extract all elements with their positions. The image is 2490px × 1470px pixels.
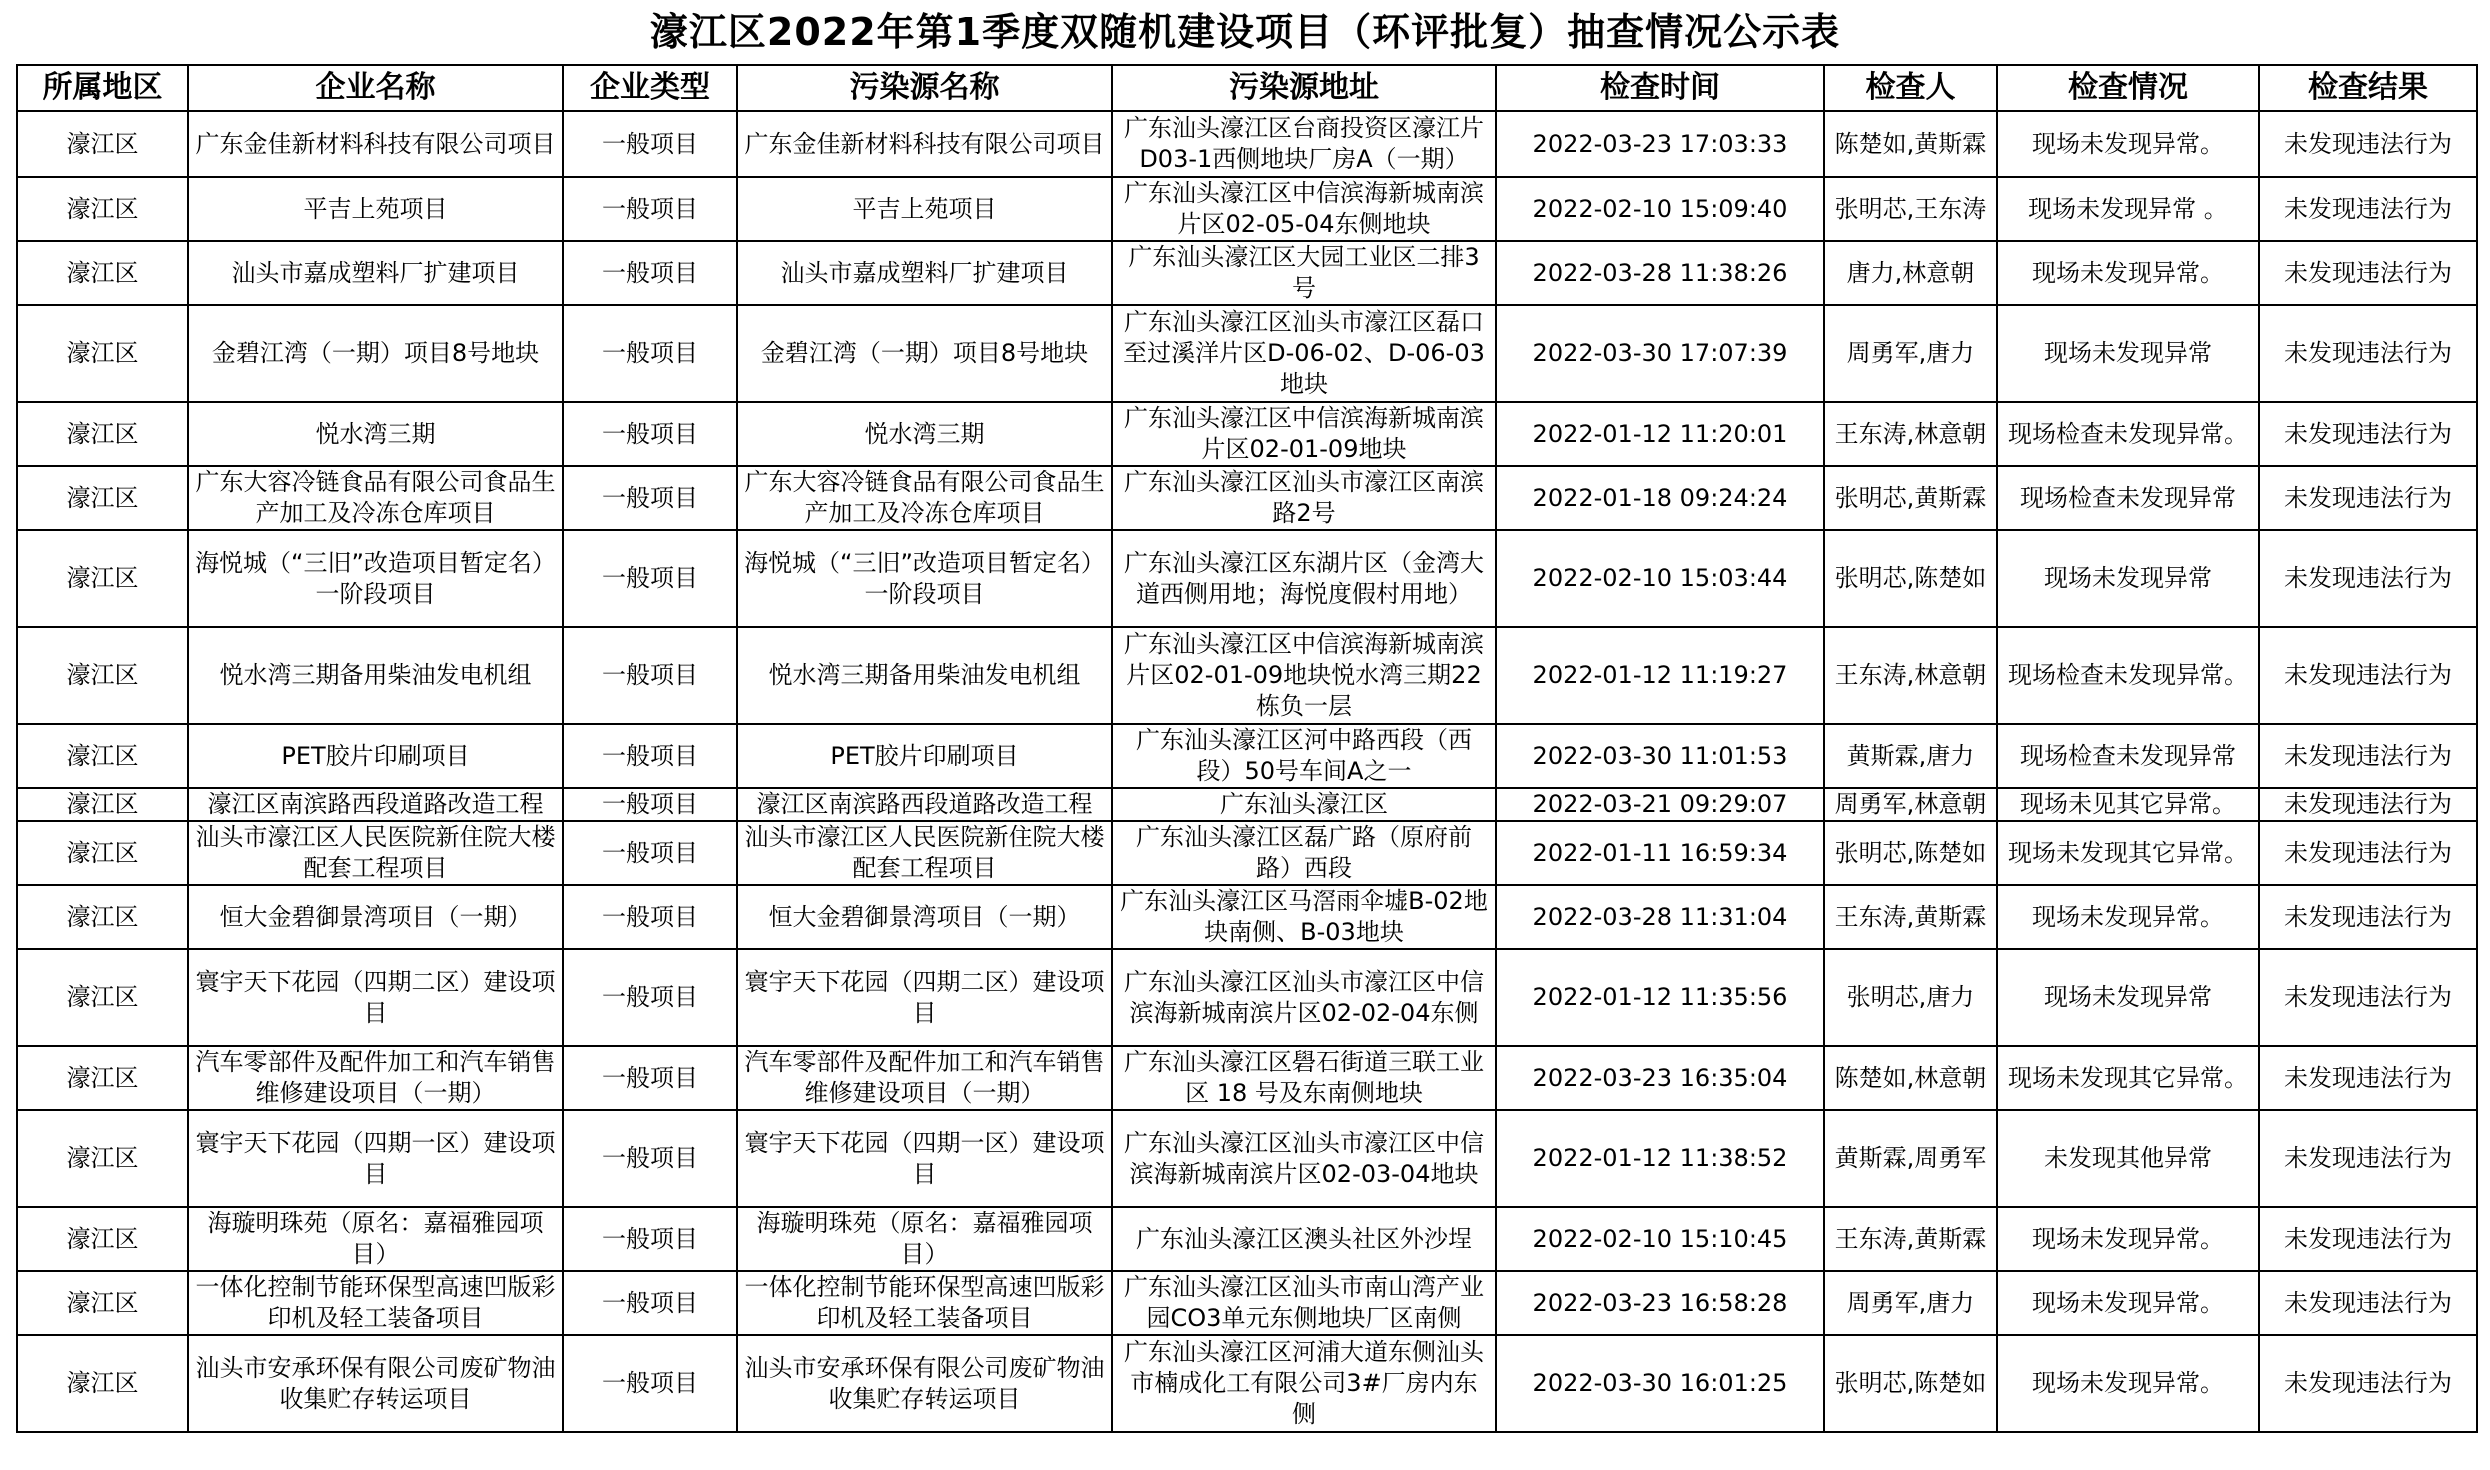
cell-time: 2022-01-12 11:38:52 — [1496, 1110, 1824, 1207]
cell-time: 2022-03-23 16:58:28 — [1496, 1271, 1824, 1335]
cell-situation: 现场未发现其它异常。 — [1997, 1046, 2259, 1110]
table-row — [17, 949, 2477, 1046]
cell-situation: 现场未发现异常。 — [1997, 241, 2259, 305]
table-row — [17, 466, 2477, 530]
cell-situation: 现场未发现异常 — [1997, 949, 2259, 1046]
cell-address: 广东汕头濠江区中信滨海新城南滨片区02-01-09地块 — [1112, 402, 1496, 466]
cell-type: 一般项目 — [563, 530, 737, 627]
cell-company: 悦水湾三期备用柴油发电机组 — [188, 627, 563, 724]
cell-inspector: 张明芯,陈楚如 — [1824, 1335, 1997, 1432]
cell-time: 2022-03-28 11:31:04 — [1496, 885, 1824, 949]
cell-result: 未发现违法行为 — [2259, 1207, 2477, 1271]
cell-situation: 现场未发现其它异常。 — [1997, 821, 2259, 885]
cell-time: 2022-03-23 16:35:04 — [1496, 1046, 1824, 1110]
cell-situation: 现场未发现异常。 — [1997, 1207, 2259, 1271]
header-result: 检查结果 — [2259, 65, 2477, 111]
cell-inspector: 王东涛,林意朝 — [1824, 627, 1997, 724]
cell-result: 未发现违法行为 — [2259, 466, 2477, 530]
cell-company: 汕头市嘉成塑料厂扩建项目 — [188, 241, 563, 305]
cell-region: 濠江区 — [17, 821, 188, 885]
cell-company: 广东金佳新材料科技有限公司项目 — [188, 111, 563, 177]
cell-region: 濠江区 — [17, 111, 188, 177]
header-time: 检查时间 — [1496, 65, 1824, 111]
cell-type: 一般项目 — [563, 1110, 737, 1207]
cell-source: 汕头市安承环保有限公司废矿物油收集贮存转运项目 — [737, 1335, 1112, 1432]
cell-inspector: 张明芯,唐力 — [1824, 949, 1997, 1046]
table-row — [17, 305, 2477, 402]
header-region: 所属地区 — [17, 65, 188, 111]
cell-source: 悦水湾三期 — [737, 402, 1112, 466]
table-row — [17, 1207, 2477, 1271]
cell-type: 一般项目 — [563, 305, 737, 402]
cell-region: 濠江区 — [17, 305, 188, 402]
header-type: 企业类型 — [563, 65, 737, 111]
cell-address: 广东汕头濠江区汕头市濠江区南滨路2号 — [1112, 466, 1496, 530]
cell-source: 寰宇天下花园（四期二区）建设项目 — [737, 949, 1112, 1046]
cell-address: 广东汕头濠江区马滘雨伞墟B-02地块南侧、B-03地块 — [1112, 885, 1496, 949]
cell-address: 广东汕头濠江区河浦大道东侧汕头市楠成化工有限公司3#厂房内东侧 — [1112, 1335, 1496, 1432]
cell-result: 未发现违法行为 — [2259, 1335, 2477, 1432]
cell-result: 未发现违法行为 — [2259, 821, 2477, 885]
cell-time: 2022-03-30 17:07:39 — [1496, 305, 1824, 402]
inspection-table — [16, 64, 2478, 1433]
cell-time: 2022-01-18 09:24:24 — [1496, 466, 1824, 530]
cell-result: 未发现违法行为 — [2259, 724, 2477, 788]
header-situation: 检查情况 — [1997, 65, 2259, 111]
cell-region: 濠江区 — [17, 1110, 188, 1207]
cell-inspector: 陈楚如,林意朝 — [1824, 1046, 1997, 1110]
cell-inspector: 张明芯,王东涛 — [1824, 177, 1997, 241]
cell-time: 2022-03-23 17:03:33 — [1496, 111, 1824, 177]
cell-type: 一般项目 — [563, 1271, 737, 1335]
cell-source: 汕头市嘉成塑料厂扩建项目 — [737, 241, 1112, 305]
cell-situation: 现场未发现异常。 — [1997, 1335, 2259, 1432]
cell-address: 广东汕头濠江区中信滨海新城南滨片区02-05-04东侧地块 — [1112, 177, 1496, 241]
cell-region: 濠江区 — [17, 1335, 188, 1432]
cell-company: 濠江区南滨路西段道路改造工程 — [188, 788, 563, 821]
cell-type: 一般项目 — [563, 1335, 737, 1432]
cell-time: 2022-03-28 11:38:26 — [1496, 241, 1824, 305]
cell-time: 2022-01-12 11:20:01 — [1496, 402, 1824, 466]
table-row — [17, 1271, 2477, 1335]
table-row — [17, 1335, 2477, 1432]
cell-result: 未发现违法行为 — [2259, 627, 2477, 724]
cell-address: 广东汕头濠江区汕头市濠江区中信滨海新城南滨片区02-02-04东侧 — [1112, 949, 1496, 1046]
cell-company: 海悦城（“三旧”改造项目暂定名）一阶段项目 — [188, 530, 563, 627]
table-row — [17, 788, 2477, 821]
cell-type: 一般项目 — [563, 949, 737, 1046]
cell-situation: 未发现其他异常 — [1997, 1110, 2259, 1207]
cell-time: 2022-02-10 15:09:40 — [1496, 177, 1824, 241]
cell-inspector: 张明芯,陈楚如 — [1824, 821, 1997, 885]
cell-situation: 现场未发现异常 — [1997, 530, 2259, 627]
cell-time: 2022-02-10 15:10:45 — [1496, 1207, 1824, 1271]
table-body — [17, 111, 2477, 1432]
cell-region: 濠江区 — [17, 788, 188, 821]
cell-type: 一般项目 — [563, 724, 737, 788]
cell-source: 汽车零部件及配件加工和汽车销售维修建设项目（一期） — [737, 1046, 1112, 1110]
table-row — [17, 241, 2477, 305]
cell-address: 广东汕头濠江区汕头市南山湾产业园CO3单元东侧地块厂区南侧 — [1112, 1271, 1496, 1335]
cell-inspector: 唐力,林意朝 — [1824, 241, 1997, 305]
cell-result: 未发现违法行为 — [2259, 177, 2477, 241]
cell-source: 寰宇天下花园（四期一区）建设项目 — [737, 1110, 1112, 1207]
cell-company: 寰宇天下花园（四期二区）建设项目 — [188, 949, 563, 1046]
cell-address: 广东汕头濠江区 — [1112, 788, 1496, 821]
cell-situation: 现场未发现异常 — [1997, 305, 2259, 402]
cell-source: PET胶片印刷项目 — [737, 724, 1112, 788]
cell-inspector: 陈楚如,黄斯霖 — [1824, 111, 1997, 177]
cell-result: 未发现违法行为 — [2259, 305, 2477, 402]
cell-region: 濠江区 — [17, 1207, 188, 1271]
cell-time: 2022-03-30 11:01:53 — [1496, 724, 1824, 788]
cell-region: 濠江区 — [17, 627, 188, 724]
cell-address: 广东汕头濠江区礐石街道三联工业区 18 号及东南侧地块 — [1112, 1046, 1496, 1110]
cell-inspector: 王东涛,黄斯霖 — [1824, 1207, 1997, 1271]
cell-company: 金碧江湾（一期）项目8号地块 — [188, 305, 563, 402]
cell-type: 一般项目 — [563, 177, 737, 241]
cell-address: 广东汕头濠江区澳头社区外沙埕 — [1112, 1207, 1496, 1271]
cell-company: 悦水湾三期 — [188, 402, 563, 466]
cell-situation: 现场检查未发现异常 — [1997, 466, 2259, 530]
table-row — [17, 1110, 2477, 1207]
cell-situation: 现场未发现异常。 — [1997, 1271, 2259, 1335]
cell-source: 金碧江湾（一期）项目8号地块 — [737, 305, 1112, 402]
cell-situation: 现场未发现异常。 — [1997, 885, 2259, 949]
cell-type: 一般项目 — [563, 1207, 737, 1271]
cell-region: 濠江区 — [17, 949, 188, 1046]
cell-address: 广东汕头濠江区台商投资区濠江片D03-1西侧地块厂房A（一期） — [1112, 111, 1496, 177]
cell-company: 一体化控制节能环保型高速凹版彩印机及轻工装备项目 — [188, 1271, 563, 1335]
cell-company: 平吉上苑项目 — [188, 177, 563, 241]
cell-address: 广东汕头濠江区汕头市濠江区磊口至过溪洋片区D-06-02、D-06-03地块 — [1112, 305, 1496, 402]
cell-company: 汕头市濠江区人民医院新住院大楼配套工程项目 — [188, 821, 563, 885]
table-row — [17, 627, 2477, 724]
cell-inspector: 张明芯,黄斯霖 — [1824, 466, 1997, 530]
cell-type: 一般项目 — [563, 111, 737, 177]
header-inspector: 检查人 — [1824, 65, 1997, 111]
cell-time: 2022-01-12 11:35:56 — [1496, 949, 1824, 1046]
table-row — [17, 1046, 2477, 1110]
cell-situation: 现场未发现异常 。 — [1997, 177, 2259, 241]
cell-inspector: 周勇军,唐力 — [1824, 1271, 1997, 1335]
cell-source: 濠江区南滨路西段道路改造工程 — [737, 788, 1112, 821]
table-row — [17, 530, 2477, 627]
cell-region: 濠江区 — [17, 885, 188, 949]
table-row — [17, 821, 2477, 885]
table-row — [17, 724, 2477, 788]
cell-source: 汕头市濠江区人民医院新住院大楼配套工程项目 — [737, 821, 1112, 885]
cell-type: 一般项目 — [563, 466, 737, 530]
cell-type: 一般项目 — [563, 402, 737, 466]
cell-situation: 现场检查未发现异常。 — [1997, 402, 2259, 466]
cell-result: 未发现违法行为 — [2259, 885, 2477, 949]
cell-address: 广东汕头濠江区大园工业区二排3号 — [1112, 241, 1496, 305]
cell-result: 未发现违法行为 — [2259, 111, 2477, 177]
table-row — [17, 177, 2477, 241]
header-company: 企业名称 — [188, 65, 563, 111]
cell-situation: 现场检查未发现异常 — [1997, 724, 2259, 788]
cell-time: 2022-03-30 16:01:25 — [1496, 1335, 1824, 1432]
cell-result: 未发现违法行为 — [2259, 1271, 2477, 1335]
cell-type: 一般项目 — [563, 627, 737, 724]
cell-inspector: 黄斯霖,周勇军 — [1824, 1110, 1997, 1207]
cell-time: 2022-01-11 16:59:34 — [1496, 821, 1824, 885]
cell-type: 一般项目 — [563, 821, 737, 885]
cell-result: 未发现违法行为 — [2259, 788, 2477, 821]
cell-source: 广东大容冷链食品有限公司食品生产加工及冷冻仓库项目 — [737, 466, 1112, 530]
cell-result: 未发现违法行为 — [2259, 241, 2477, 305]
cell-address: 广东汕头濠江区东湖片区（金湾大道西侧用地；海悦度假村用地） — [1112, 530, 1496, 627]
page-title: 濠江区2022年第1季度双随机建设项目（环评批复）抽查情况公示表 — [649, 10, 1841, 54]
cell-company: 汕头市安承环保有限公司废矿物油收集贮存转运项目 — [188, 1335, 563, 1432]
cell-region: 濠江区 — [17, 177, 188, 241]
cell-inspector: 王东涛,林意朝 — [1824, 402, 1997, 466]
cell-type: 一般项目 — [563, 241, 737, 305]
cell-type: 一般项目 — [563, 885, 737, 949]
table-row — [17, 885, 2477, 949]
cell-situation: 现场未发现异常。 — [1997, 111, 2259, 177]
cell-source: 广东金佳新材料科技有限公司项目 — [737, 111, 1112, 177]
cell-address: 广东汕头濠江区磊广路（原府前路）西段 — [1112, 821, 1496, 885]
cell-company: 恒大金碧御景湾项目（一期） — [188, 885, 563, 949]
cell-inspector: 王东涛,黄斯霖 — [1824, 885, 1997, 949]
table-header-row — [17, 65, 2477, 111]
cell-result: 未发现违法行为 — [2259, 1110, 2477, 1207]
header-source: 污染源名称 — [737, 65, 1112, 111]
cell-type: 一般项目 — [563, 1046, 737, 1110]
cell-region: 濠江区 — [17, 724, 188, 788]
cell-company: PET胶片印刷项目 — [188, 724, 563, 788]
cell-result: 未发现违法行为 — [2259, 949, 2477, 1046]
cell-source: 海璇明珠苑（原名：嘉福雅园项目） — [737, 1207, 1112, 1271]
table-row — [17, 111, 2477, 177]
cell-region: 濠江区 — [17, 466, 188, 530]
cell-region: 濠江区 — [17, 1046, 188, 1110]
cell-situation: 现场未见其它异常。 — [1997, 788, 2259, 821]
table-row — [17, 402, 2477, 466]
cell-inspector: 张明芯,陈楚如 — [1824, 530, 1997, 627]
cell-address: 广东汕头濠江区中信滨海新城南滨片区02-01-09地块悦水湾三期22栋负一层 — [1112, 627, 1496, 724]
cell-time: 2022-01-12 11:19:27 — [1496, 627, 1824, 724]
cell-source: 一体化控制节能环保型高速凹版彩印机及轻工装备项目 — [737, 1271, 1112, 1335]
cell-inspector: 黄斯霖,唐力 — [1824, 724, 1997, 788]
cell-company: 寰宇天下花园（四期一区）建设项目 — [188, 1110, 563, 1207]
cell-region: 濠江区 — [17, 402, 188, 466]
cell-inspector: 周勇军,唐力 — [1824, 305, 1997, 402]
cell-address: 广东汕头濠江区河中路西段（西段）50号车间A之一 — [1112, 724, 1496, 788]
cell-time: 2022-03-21 09:29:07 — [1496, 788, 1824, 821]
cell-source: 海悦城（“三旧”改造项目暂定名）一阶段项目 — [737, 530, 1112, 627]
cell-company: 汽车零部件及配件加工和汽车销售维修建设项目（一期） — [188, 1046, 563, 1110]
cell-source: 悦水湾三期备用柴油发电机组 — [737, 627, 1112, 724]
cell-result: 未发现违法行为 — [2259, 1046, 2477, 1110]
cell-type: 一般项目 — [563, 788, 737, 821]
cell-company: 广东大容冷链食品有限公司食品生产加工及冷冻仓库项目 — [188, 466, 563, 530]
cell-region: 濠江区 — [17, 241, 188, 305]
cell-situation: 现场检查未发现异常。 — [1997, 627, 2259, 724]
cell-region: 濠江区 — [17, 530, 188, 627]
cell-result: 未发现违法行为 — [2259, 402, 2477, 466]
cell-time: 2022-02-10 15:03:44 — [1496, 530, 1824, 627]
cell-source: 恒大金碧御景湾项目（一期） — [737, 885, 1112, 949]
cell-source: 平吉上苑项目 — [737, 177, 1112, 241]
cell-region: 濠江区 — [17, 1271, 188, 1335]
cell-address: 广东汕头濠江区汕头市濠江区中信滨海新城南滨片区02-03-04地块 — [1112, 1110, 1496, 1207]
cell-company: 海璇明珠苑（原名：嘉福雅园项目） — [188, 1207, 563, 1271]
cell-result: 未发现违法行为 — [2259, 530, 2477, 627]
header-address: 污染源地址 — [1112, 65, 1496, 111]
cell-inspector: 周勇军,林意朝 — [1824, 788, 1997, 821]
